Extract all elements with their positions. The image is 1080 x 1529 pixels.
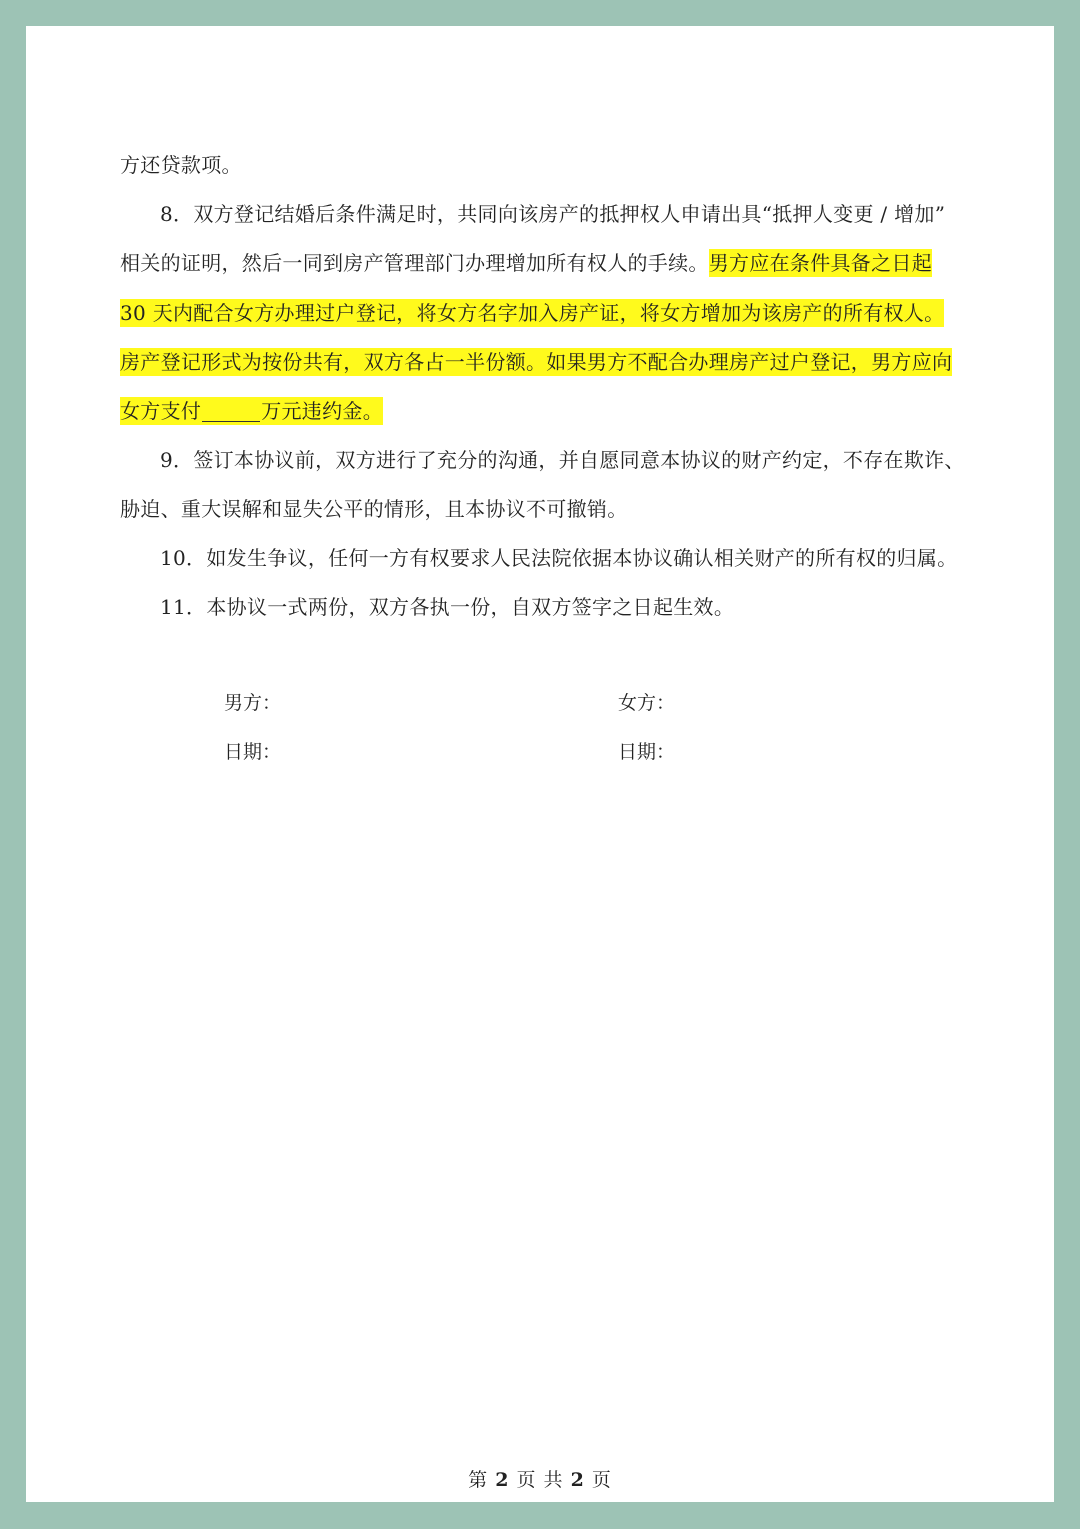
female-date-label: 日期：: [618, 741, 676, 763]
highlighted-text: 男方应在条件具备之日起: [708, 251, 933, 275]
female-signature-label: 女方：: [618, 692, 676, 714]
clause-8-line-5: [120, 396, 383, 426]
clause-9-line-2: [120, 494, 628, 524]
highlighted-text: [120, 397, 383, 425]
clause-8-text: 8．双方登记结婚后条件满足时，共同向该房产的抵押权人申请出具“抵押人变更 / 增加”: [160, 202, 946, 226]
clause-8-line-3: [120, 298, 944, 328]
highlighted-text-part-a: 女方支付: [120, 399, 202, 423]
male-signature-label: 男方：: [224, 692, 282, 714]
clause-11-line: [160, 592, 734, 622]
text-line-1: 方还贷款项。: [120, 153, 242, 177]
clause-8-line-1: [160, 199, 945, 229]
clause-10-line: [160, 543, 957, 573]
footer-suffix: 页: [591, 1469, 612, 1491]
clause-8-line-2: [120, 248, 932, 278]
clause-10-text: 10．如发生争议，任何一方有权要求人民法院依据本协议确认相关财产的所有权的归属。: [160, 546, 958, 570]
clause-9-text: 9．签订本协议前，双方进行了充分的沟通，并自愿同意本协议的财产约定，不存在欺诈、: [160, 448, 965, 472]
footer-middle: 页 共: [516, 1469, 564, 1491]
highlighted-text-part-b: 万元违约金。: [261, 399, 384, 423]
paragraph-line: [120, 150, 242, 180]
clause-9-line-1: [160, 445, 965, 475]
footer-prefix: 第: [468, 1469, 489, 1491]
footer-current-page: 2: [495, 1469, 510, 1491]
clause-8-plain-text: 相关的证明，然后一同到房产管理部门办理增加所有权人的手续。: [120, 251, 709, 275]
page-footer: [26, 1466, 1054, 1494]
document-page: [26, 26, 1054, 1502]
clause-9-text-cont: 胁迫、重大误解和显失公平的情形，且本协议不可撤销。: [120, 497, 628, 521]
highlighted-text: 30 天内配合女方办理过户登记，将女方名字加入房产证，将女方增加为该房产的所有权人。: [120, 301, 945, 325]
amount-blank[interactable]: [202, 401, 260, 422]
clause-11-text: 11．本协议一式两份，双方各执一份，自双方签字之日起生效。: [160, 595, 735, 619]
highlighted-text: 房产登记形式为按份共有，双方各占一半份额。如果男方不配合办理房产过户登记，男方应向: [120, 350, 953, 374]
clause-8-line-4: [120, 347, 952, 377]
male-date-label: 日期：: [224, 741, 282, 763]
footer-total-pages: 2: [570, 1469, 585, 1491]
